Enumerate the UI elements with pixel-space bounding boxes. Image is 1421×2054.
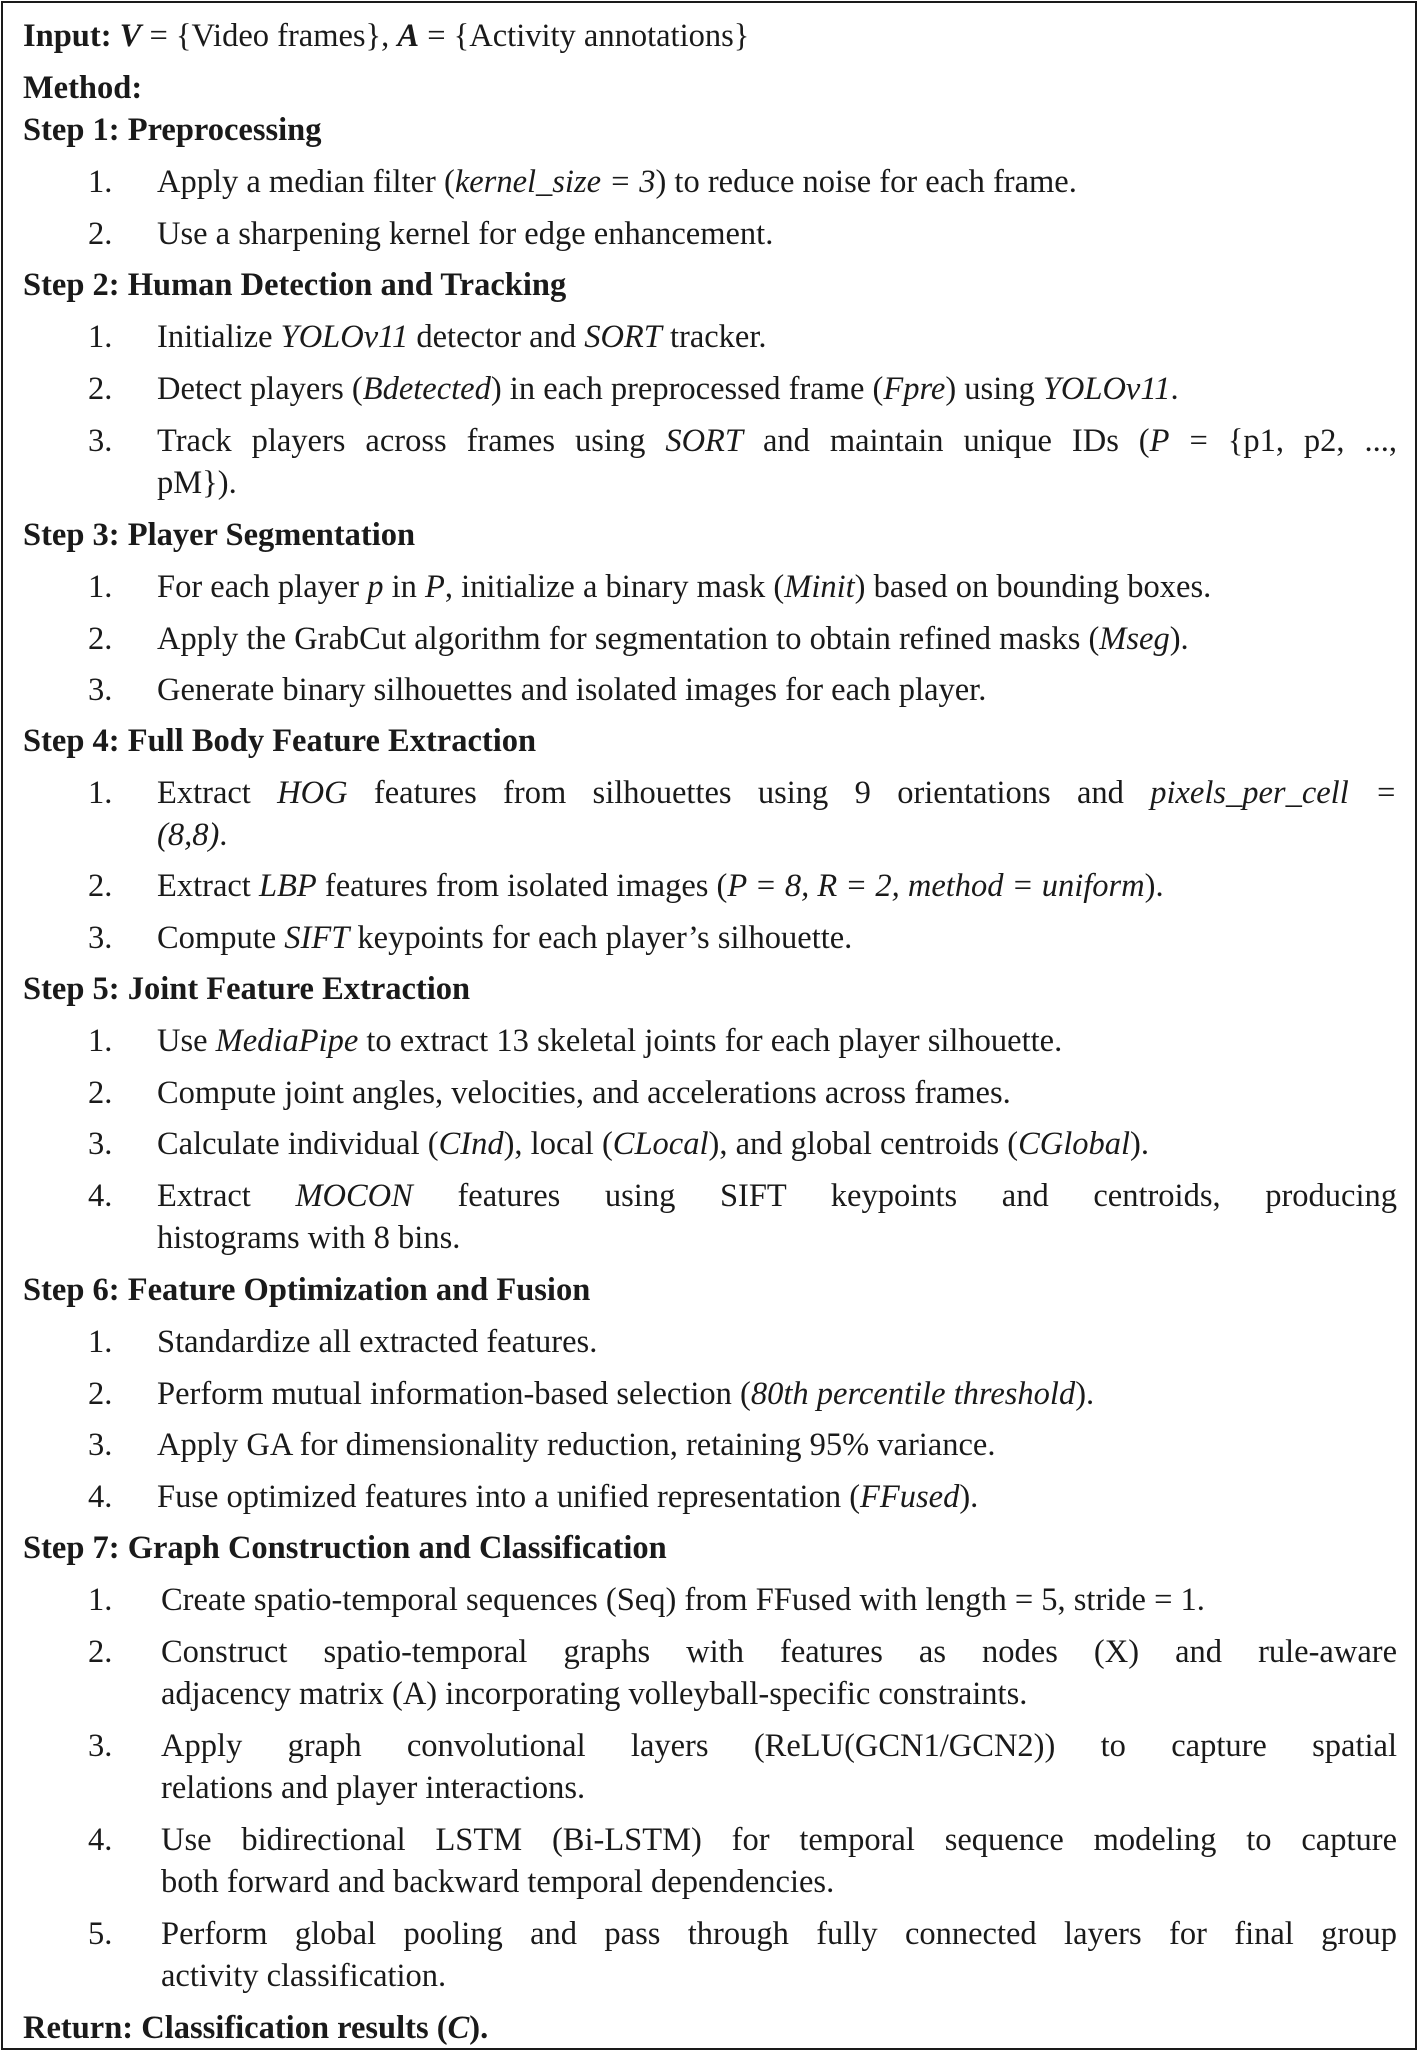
item-italic: Bdetected (362, 371, 491, 407)
item-text: Apply GA for dimensionality reduction, retaining 95% variance. (157, 1427, 996, 1463)
item-number: 2. (88, 1376, 113, 1412)
item-italic: HOG (277, 775, 348, 811)
input-v-var: V (119, 18, 142, 54)
item-italic: MediaPipe (215, 1023, 359, 1059)
item-italic: P (1149, 423, 1170, 459)
item-italic: CGlobal (1018, 1126, 1131, 1162)
item-text: ) to reduce noise for each frame. (655, 164, 1077, 200)
step7-title: Step 7: Graph Construction and Classification (23, 1530, 667, 1566)
item-text: adjacency matrix (A) incorporating volleyball-specific constraints. (161, 1676, 1028, 1712)
item-text: Perform global pooling and pass through fully connected layers for final group (161, 1916, 1397, 1952)
item-text: Detect players ( (157, 371, 363, 407)
item-number: 3. (88, 423, 113, 459)
item-italic: LBP (258, 868, 317, 904)
item-italic: kernel_size = 3 (454, 164, 656, 200)
return-var: C (447, 2010, 470, 2046)
item-text: Compute joint angles, velocities, and accelerations across frames. (157, 1075, 1011, 1111)
item-text: Fuse optimized features into a unified representation ( (157, 1479, 861, 1515)
item-number: 2. (88, 621, 113, 657)
item-text: Extract (157, 775, 278, 811)
item-number: 1. (88, 319, 113, 355)
step6-title: Step 6: Feature Optimization and Fusion (23, 1272, 591, 1308)
input-label: Input: (23, 18, 112, 54)
step4-title: Step 4: Full Body Feature Extraction (23, 723, 537, 759)
step3-title: Step 3: Player Segmentation (23, 517, 416, 553)
item-text: Apply the GrabCut algorithm for segmentation to obtain refined masks ( (157, 621, 1100, 657)
item-text: features from isolated images ( (316, 868, 728, 904)
item-text: Apply a median filter ( (157, 164, 455, 200)
item-text: features from silhouettes using 9 orientations and (347, 775, 1151, 811)
item-text: Compute (157, 920, 285, 956)
item-text: Extract (157, 868, 259, 904)
item-text: Standardize all extracted features. (157, 1324, 598, 1360)
return-line (3, 2007, 1419, 2049)
item-text: detector and (408, 319, 585, 355)
item-text: ). (1075, 1376, 1095, 1412)
item-text: , initialize a binary mask ( (444, 569, 785, 605)
item-text: Use a sharpening kernel for edge enhancement. (157, 216, 774, 252)
item-number: 3. (88, 1427, 113, 1463)
item-text: tracker. (661, 319, 767, 355)
item-text: ). (959, 1479, 979, 1515)
item-number: 1. (88, 775, 113, 811)
item-italic: SORT (665, 423, 743, 459)
step2-title: Step 2: Human Detection and Tracking (23, 267, 567, 303)
item-italic: Mseg (1099, 621, 1170, 657)
item-number: 1. (88, 164, 113, 200)
item-number: 3. (88, 1728, 113, 1764)
item-text: keypoints for each player’s silhouette. (349, 920, 853, 956)
item-text: Apply graph convolutional layers (ReLU(GCN1/GCN2)) to capture spatial (161, 1728, 1397, 1764)
item-text: Generate binary silhouettes and isolated images for each player. (157, 672, 987, 708)
item-text: pM}). (157, 465, 237, 501)
item-italic: YOLOv11 (1042, 371, 1171, 407)
item-text: ), local ( (503, 1126, 613, 1162)
item-number: 2. (88, 868, 113, 904)
item-italic: CInd (438, 1126, 504, 1162)
item-number: 1. (88, 1324, 113, 1360)
item-italic: p (367, 569, 384, 605)
item-text: ), and global centroids ( (708, 1126, 1019, 1162)
item-text: Perform mutual information-based selection ( (157, 1376, 751, 1412)
item-text: relations and player interactions. (161, 1770, 586, 1806)
input-v-text: = {Video frames}, (141, 18, 398, 54)
item-text: histograms with 8 bins. (157, 1220, 461, 1256)
item-number: 1. (88, 1023, 113, 1059)
item-italic: (8,8) (157, 817, 220, 853)
item-number: 4. (88, 1178, 113, 1214)
item-text: . (1170, 371, 1179, 407)
item-text: ). (1130, 1126, 1149, 1162)
item-text: Extract (157, 1178, 296, 1214)
item-italic: CLocal (612, 1126, 709, 1162)
input-a-var: A (397, 18, 420, 54)
return-end: ). (469, 2010, 489, 2046)
item-text: ) based on bounding boxes. (854, 569, 1212, 605)
item-italic: SORT (584, 319, 662, 355)
item-text: Use bidirectional LSTM (Bi-LSTM) for temporal sequence modeling to capture (161, 1822, 1397, 1858)
item-italic: pixels_per_cell = (1150, 775, 1397, 811)
item-text: in (383, 569, 426, 605)
item-text: ) in each preprocessed frame ( (490, 371, 884, 407)
item-number: 2. (88, 216, 113, 252)
item-italic: Minit (784, 569, 855, 605)
item-number: 2. (88, 1634, 113, 1670)
method-label: Method: (23, 70, 143, 106)
item-italic: SIFT (284, 920, 350, 956)
item-text: Create spatio-temporal sequences (Seq) from FFused with length = 5, stride = 1. (161, 1582, 1205, 1618)
item-text: ) using (945, 371, 1043, 407)
item-number: 1. (88, 569, 113, 605)
step1-title: Step 1: Preprocessing (23, 112, 322, 148)
item-number: 5. (88, 1916, 113, 1952)
item-number: 4. (88, 1479, 113, 1515)
item-text: Initialize (157, 319, 281, 355)
item-text: For each player (157, 569, 368, 605)
item-text: Calculate individual ( (157, 1126, 439, 1162)
item-italic: FFused (860, 1479, 960, 1515)
return-label: Return: Classification results ( (23, 2010, 448, 2046)
item-text: activity classification. (161, 1958, 447, 1994)
item-number: 2. (88, 371, 113, 407)
item-italic: YOLOv11 (280, 319, 409, 355)
input-a-text: = {Activity annotations} (419, 18, 750, 54)
item-text: Use (157, 1023, 216, 1059)
item-text: features using SIFT keypoints and centroids, producing (412, 1178, 1397, 1214)
item-italic: Fpre (883, 371, 946, 407)
input-line (3, 15, 1419, 57)
item-italic: 80th percentile threshold (750, 1376, 1076, 1412)
item-number: 4. (88, 1822, 113, 1858)
item-italic: P = 8, R = 2, method = uniform (727, 868, 1145, 904)
item-text: Construct spatio-temporal graphs with features as nodes (X) and rule-aware (161, 1634, 1397, 1670)
item-number: 3. (88, 920, 113, 956)
item-number: 1. (88, 1582, 113, 1618)
item-text: ). (1144, 868, 1164, 904)
item-italic: P (425, 569, 445, 605)
item-number: 3. (88, 1126, 113, 1162)
algorithm-box (1, 1, 1417, 2050)
item-text: Track players across frames using (157, 423, 666, 459)
item-text: and maintain unique IDs ( (742, 423, 1150, 459)
item-text: both forward and backward temporal dependencies. (161, 1864, 835, 1900)
item-italic: MOCON (295, 1178, 413, 1214)
item-text: to extract 13 skeletal joints for each player silhouette. (358, 1023, 1063, 1059)
item-text: = {p1, p2, ..., (1169, 423, 1397, 459)
item-number: 3. (88, 672, 113, 708)
item-text: . (219, 817, 228, 853)
item-text: ). (1169, 621, 1189, 657)
step5-title: Step 5: Joint Feature Extraction (23, 971, 471, 1007)
item-number: 2. (88, 1075, 113, 1111)
